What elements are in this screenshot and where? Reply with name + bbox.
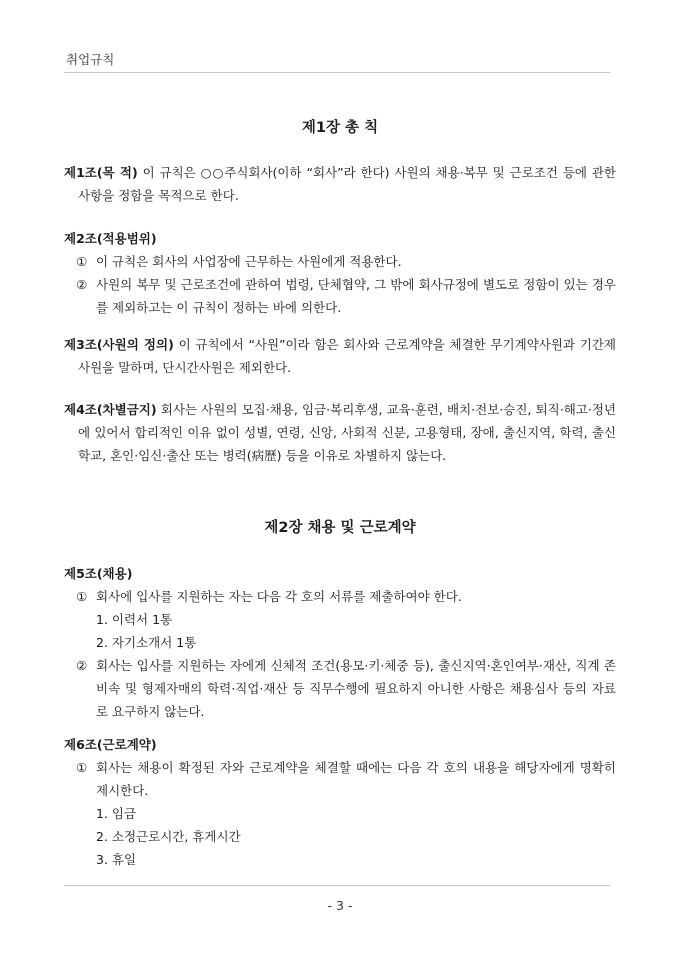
paragraph-text: 회사는 채용이 확정된 자와 근로계약을 체결할 때에는 다음 각 호의 내용을 해당자에게 명확히 제시한다. xyxy=(96,760,616,798)
article-text: 이 규칙에서 “사원”이라 함은 회사와 근로계약을 체결한 무기계약사원과 기간제사원을 말하며, 단시간사원은 제외한다. xyxy=(78,337,616,375)
article-title: 제3조(사원의 정의) xyxy=(64,337,174,352)
paragraph xyxy=(64,756,616,802)
chapter-1-title: 제1장 총 칙 xyxy=(301,120,379,136)
paragraph xyxy=(64,273,616,319)
list-item: 1. 이력서 1통 xyxy=(96,612,173,627)
chapter-2-title: 제2장 채용 및 근로계약 xyxy=(264,520,416,536)
list-item: 1. 임금 xyxy=(96,806,137,821)
article-6 xyxy=(64,733,616,871)
header-divider xyxy=(64,72,610,73)
list-item: 2. 소정근로시간, 휴게시간 xyxy=(96,829,241,844)
article-title: 제6조(근로계약) xyxy=(64,737,157,752)
footer-divider xyxy=(64,885,610,886)
paragraph-number: ① xyxy=(76,760,88,775)
article-3 xyxy=(64,333,616,379)
paragraph xyxy=(64,654,616,723)
paragraph-number: ① xyxy=(76,254,88,269)
paragraph-text: 회사는 입사를 지원하는 자에게 신체적 조건(용모·키·체중 등), 출신지역·혼인여부·재산, 직계 존비속 및 형제자매의 학력·직업·재산 등 직무수행에 필요하지 아니한 사항은 채용심사 등의 자료로 요구하지 않는다. xyxy=(96,658,616,719)
list-item: 3. 휴일 xyxy=(96,852,137,867)
article-text: 이 규칙은 ○○주식회사(이하 “회사”라 한다) 사원의 채용·복무 및 근로조건 등에 관한 사항을 정함을 목적으로 한다. xyxy=(78,165,616,203)
article-2 xyxy=(64,227,616,319)
page-number: - 3 - xyxy=(327,898,353,913)
paragraph-number: ② xyxy=(76,277,88,292)
article-text: 회사는 사원의 모집·채용, 임금·복리후생, 교육·훈련, 배치·전보·승진, 퇴직·해고·정년에 있어서 합리적인 이유 없이 성별, 연령, 신앙, 사회적 신분, 고용형태, 장애, 출신지역, 학력, 출신학교, 혼인·임신·출산 또는 병력(病歷) 등을 이유로 차별하지 않는다. xyxy=(78,402,616,463)
list-item: 2. 자기소개서 1통 xyxy=(96,635,197,650)
paragraph xyxy=(64,585,616,608)
paragraph-text: 이 규칙은 회사의 사업장에 근무하는 사원에게 적용한다. xyxy=(96,254,402,269)
article-title: 제1조(목 적) xyxy=(64,165,138,180)
paragraph xyxy=(64,250,616,273)
article-title: 제2조(적용범위) xyxy=(64,231,157,246)
article-4 xyxy=(64,398,616,467)
paragraph-text: 회사에 입사를 지원하는 자는 다음 각 호의 서류를 제출하여야 한다. xyxy=(96,589,462,604)
paragraph-text: 사원의 복무 및 근로조건에 관하여 법령, 단체협약, 그 밖에 회사규정에 별도로 정함이 있는 경우를 제외하고는 이 규칙이 정하는 바에 의한다. xyxy=(96,277,616,315)
article-5 xyxy=(64,562,616,723)
article-1 xyxy=(64,161,616,207)
paragraph-number: ① xyxy=(76,589,88,604)
article-title: 제5조(채용) xyxy=(64,566,133,581)
document-header-title: 취업규칙 xyxy=(66,52,115,67)
paragraph-number: ② xyxy=(76,658,88,673)
article-title: 제4조(차별금지) xyxy=(64,402,157,417)
